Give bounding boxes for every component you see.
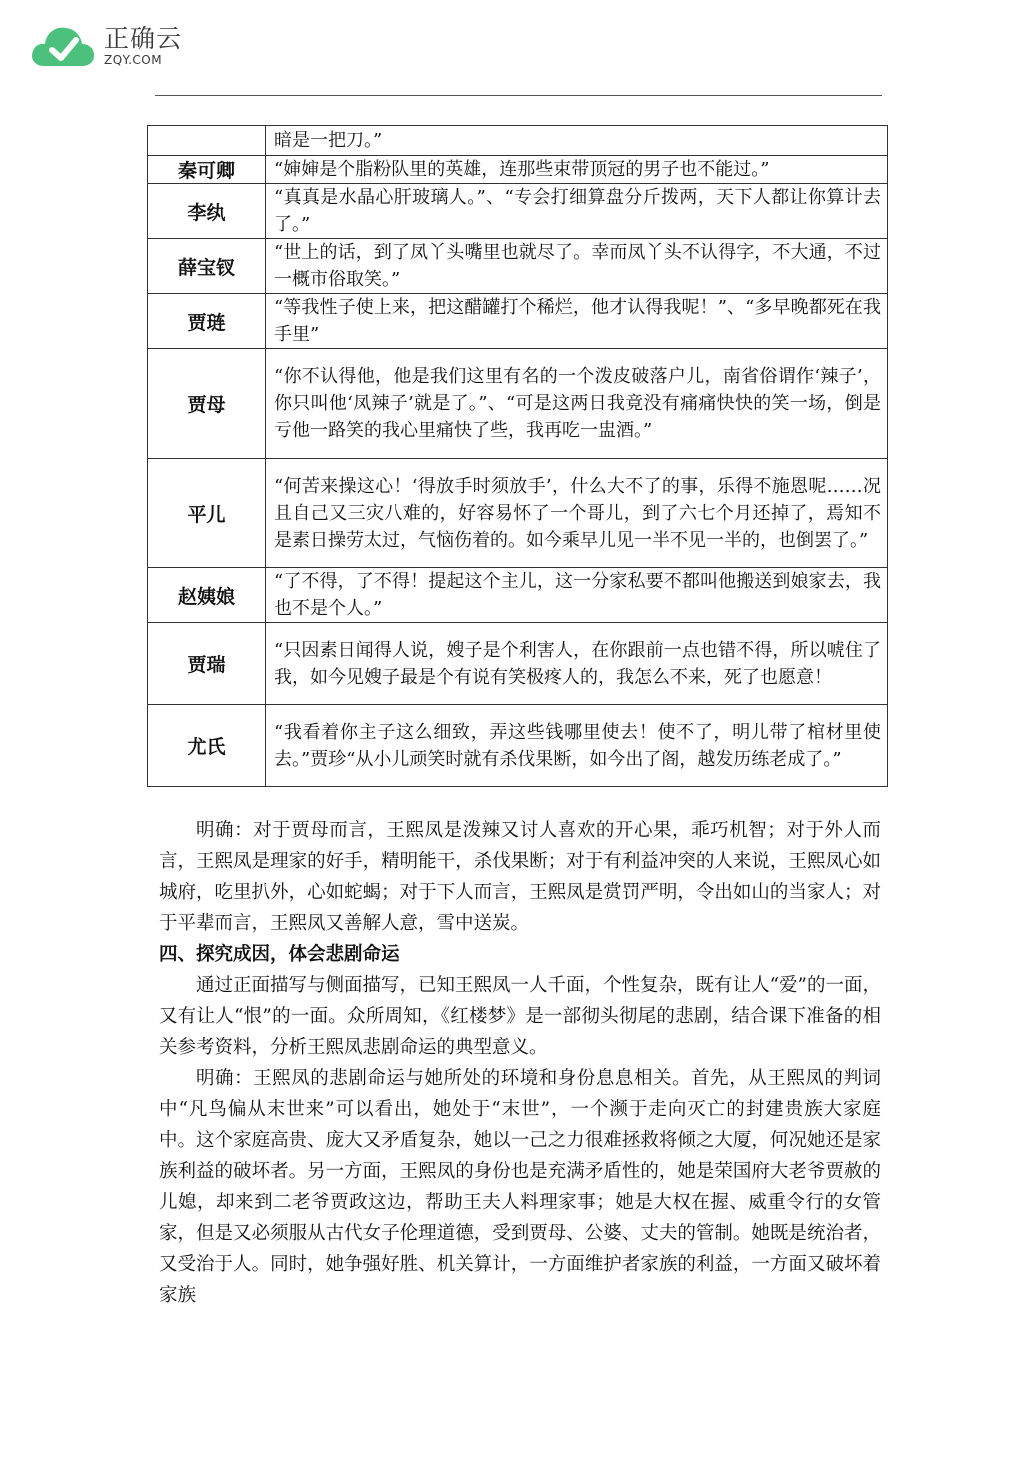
table-row	[148, 294, 888, 349]
character-quote: “只因素日闻得人说，嫂子是个利害人，在你跟前一点也错不得，所以唬住了我，如今见嫂子最是个有说有笑极疼人的，我怎么不来，死了也愿意！	[266, 623, 888, 705]
table-row	[148, 126, 888, 156]
character-name: 薛宝钗	[148, 239, 266, 294]
table-row	[148, 568, 888, 623]
character-quote: “世上的话，到了凤丫头嘴里也就尽了。幸而凤丫头不认得字，不大通，不过一概市俗取笑。”	[266, 239, 888, 294]
table-row	[148, 156, 888, 184]
brand-name-cn: 正确云	[104, 24, 183, 53]
table-row	[148, 459, 888, 568]
cloud-check-icon	[30, 20, 96, 72]
character-quote: “何苦来操这心！‘得放手时须放手’，什么大不了的事，乐得不施恩呢……况且自己又三灾八难的，好容易怀了一个哥儿，到了六七个月还掉了，焉知不是素日操劳太过，气恼伤着的。如今乘早儿见一半不见一半的，也倒罢了。”	[266, 459, 888, 568]
character-name: 尤氏	[148, 705, 266, 787]
paragraph: 通过正面描写与侧面描写，已知王熙凤一人千面，个性复杂，既有让人“爱”的一面，又有让人“恨”的一面。众所周知，《红楼梦》是一部彻头彻尾的悲剧，结合课下准备的相关参考资料，分析王熙凤悲剧命运的典型意义。	[159, 975, 881, 1058]
character-quote: “等我性子使上来，把这醋罐打个稀烂，他才认得我呢！”、“多早晚都死在我手里”	[266, 294, 888, 349]
table-row	[148, 623, 888, 705]
table-row	[148, 349, 888, 459]
character-quote: “婶婶是个脂粉队里的英雄，连那些束带顶冠的男子也不能过。”	[266, 156, 888, 184]
paragraph: 明确：王熙凤的悲剧命运与她所处的环境和身份息息相关。首先，从王熙凤的判词中“凡鸟偏从末世来”可以看出，她处于“末世”，一个濒于走向灭亡的封建贵族大家庭中。这个家庭高贵、庞大又矛盾复杂，她以一己之力很难拯救将倾之大厦，何况她还是家族利益的破坏者。另一方面，王熙凤的身份也是充满矛盾性的，她是荣国府大老爷贾赦的儿媳，却来到二老爷贾政这边，帮助王夫人料理家事；她是大权在握、威重令行的女管家，但是又必须服从古代女子伦理道德，受到贾母、公婆、丈夫的管制。她既是统治者，又受治于人。同时，她争强好胜、机关算计，一方面维护者家族的利益，一方面又破坏着家族	[159, 1068, 881, 1306]
character-name: 贾琏	[148, 294, 266, 349]
character-name	[148, 126, 266, 156]
character-quote: 暗是一把刀。”	[266, 126, 888, 156]
table-row	[148, 705, 888, 787]
character-quote: “了不得，了不得！提起这个主儿，这一分家私要不都叫他搬送到娘家去，我也不是个人。”	[266, 568, 888, 623]
character-quote: “真真是水晶心肝玻璃人。”、“专会打细算盘分斤拨两，天下人都让你算计去了。”	[266, 184, 888, 239]
character-quote: “我看着你主子这么细致，弄这些钱哪里使去！使不了，明儿带了棺材里使去。”贾珍“从小儿顽笑时就有杀伐果断，如今出了阁，越发历练老成了。”	[266, 705, 888, 787]
character-name: 秦可卿	[148, 156, 266, 184]
character-name: 李纨	[148, 184, 266, 239]
character-name: 赵姨娘	[148, 568, 266, 623]
section-heading: 四、探究成因，体会悲剧命运	[159, 944, 400, 965]
paragraph: 明确：对于贾母而言，王熙凤是泼辣又讨人喜欢的开心果，乖巧机智；对于外人而言，王熙凤是理家的好手，精明能干，杀伐果断；对于有利益冲突的人来说，王熙凤心如城府，吃里扒外，心如蛇蝎；对于下人而言，王熙凤是赏罚严明，令出如山的当家人；对于平辈而言，王熙凤又善解人意，雪中送炭。	[159, 820, 881, 934]
character-quote: “你不认得他，他是我们这里有名的一个泼皮破落户儿，南省俗谓作‘辣子’，你只叫他‘凤辣子’就是了。”、“可是这两日我竟没有痛痛快快的笑一场，倒是亏他一路笑的我心里痛快了些，我再吃一盅酒。”	[266, 349, 888, 459]
brand-name-en: ZQY.COM	[104, 53, 163, 67]
table-row	[148, 239, 888, 294]
character-name: 贾瑞	[148, 623, 266, 705]
brand-logo	[30, 20, 182, 72]
table-row	[148, 184, 888, 239]
header-divider	[155, 95, 882, 96]
document-body	[159, 815, 881, 1311]
character-quote-table	[147, 125, 888, 787]
character-name: 平儿	[148, 459, 266, 568]
character-name: 贾母	[148, 349, 266, 459]
